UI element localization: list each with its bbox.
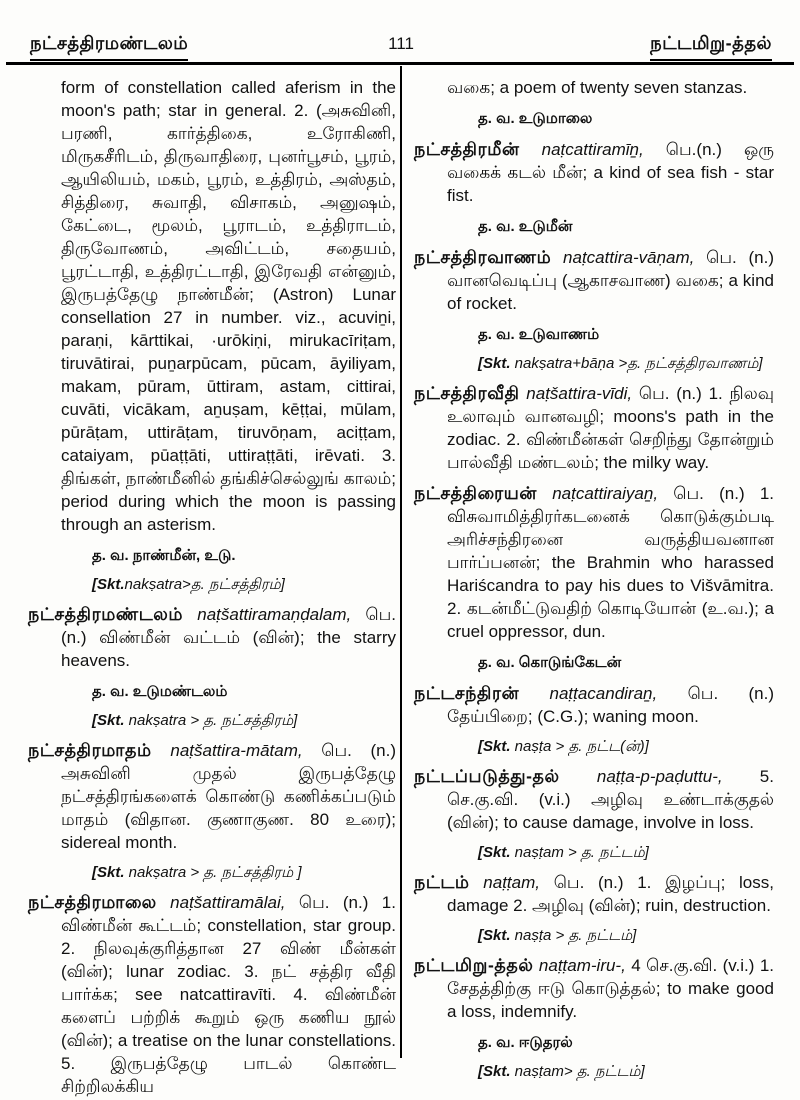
etymology-text: nakṣatra>த. நட்சத்திரம்] [124, 576, 285, 593]
etymology-skt-label: [Skt. [92, 712, 125, 729]
column-left [28, 76, 396, 1100]
entry-body: 4 செ.கு.வி. (v.i.) 1. சேதத்திற்கு ஈடு கொடுத்தல்; to make good a loss, indemnify. [447, 956, 774, 1021]
etymology-line [92, 575, 396, 594]
entry-headword: நட்டசந்திரன் [414, 683, 520, 703]
entry-body: பெ. (n.) 1. நிலவு உலாவும் வானவழி; moons's path in the zodiac. 2. விண்மீன்கள் செறிந்து தோன்றும் பால்வீதி மண்டலம்; the milky way. [447, 384, 774, 472]
etymology-skt-label: [Skt. [478, 1063, 511, 1080]
tamil-equivalent-line [478, 109, 774, 128]
tamil-equivalent-line [478, 217, 774, 236]
tamil-equivalent-line [92, 682, 396, 701]
dictionary-entry [414, 682, 774, 728]
entry-transliteration: naṭcattira-vāṇam, [563, 248, 695, 267]
dictionary-entry [414, 246, 774, 315]
etymology-line [92, 711, 396, 730]
entry-transliteration: naṭṭa-p-paḍuttu-, [596, 767, 723, 786]
header-keyword-right: நட்டமிறு-த்தல் [650, 33, 772, 61]
tamil-equivalent-line [478, 1033, 774, 1052]
column-divider [400, 66, 402, 1058]
tamil-equivalent-text: த. வ. உடுமண்டலம் [92, 683, 228, 700]
etymology-line [478, 1062, 774, 1081]
entry-transliteration: naṭṭam-iru-, [538, 956, 626, 975]
entry-headword: நட்சத்திரமாதம் [28, 740, 152, 760]
entry-transliteration: naṭṭacandiraṉ, [549, 684, 658, 703]
dictionary-entry [414, 954, 774, 1023]
entry-body: பெ. (n.) 1. இழப்பு; loss, damage 2. அழிவு (வின்); ruin, destruction. [447, 873, 774, 915]
entry-body: பெ. (n.) வானவெடிப்பு (ஆகாசவாண) வகை; a kind of rocket. [447, 248, 774, 313]
etymology-line [478, 354, 774, 373]
entry-transliteration: naṭṭam, [483, 873, 540, 892]
entry-body: பெ. (n.) 1. விசுவாமித்திரர்கடனைக் கொடுக்கும்படி அரிச்சந்திரனை வருத்தியவனான பார்ப்பனன்; the Brahmin who harassed Hariścandra to pay his dues to Višvāmitra. 2. கடன்மீட்டுவதிற் கொடியோன் (உ.வ.); a cruel oppressor, dun. [447, 484, 775, 641]
entry-transliteration: naṭšattiramaṇḍalam, [197, 605, 352, 624]
etymology-text: naṣṭa > த. நட்ட(ன்)] [510, 738, 649, 755]
paragraph-text: form of constellation called aferism in the moon's path; star in general. 2. (அசுவினி, பரணி, கார்த்திகை, உரோகிணி, மிருகசீரிடம், திருவாதிரை, புனர்பூசம், பூரம், ஆயிலியம், மகம், பூரம், உத்திரம், அஸ்தம், சித்திரை, சுவாதி, விசாகம், அனுஷம், கேட்டை, மூலம், பூராடம், உத்திராடம், திருவோணம், அவிட்டம், சதையம், பூரட்டாதி, உத்திரட்டாதி, இரேவதி என்னும், இருபத்தேழு நாண்மீன்; (Astron) Lunar consellation 27 in number. viz., acuviṉi, paraṇi, kārttikai, ·urōkiṇi, mirukacīriṭam, tiruvātirai, puṉarpūcam, pūcam, āyiliyam, makam, pūram, ūttiram, astam, cittirai, cuvāti, vicākam, aṉuṣam, kēṭṭai, mūlam, pūrāṭam, uttirāṭam, tiruvōṇam, aciṭṭam, cataiyam, pūaṭṭāti, uttiraṭṭāti, irēvati. 3. திங்கள், நாண்மீனில் தங்கிச்செல்லுங் காலம்; period during which the moon is passing through an asterism. [61, 78, 396, 534]
entry-headword: நட்சத்திரமீன் [414, 139, 520, 159]
dictionary-entry [28, 603, 396, 672]
entry-body: 5. செ.கு.வி. (v.i.) அழிவு உண்டாக்குதல் (வின்); to cause damage, involve in loss. [447, 767, 774, 832]
entry-body: பெ. (n.) விண்மீன் வட்டம் (வின்); the starry heavens. [61, 605, 396, 670]
dictionary-entry [414, 482, 774, 643]
entry-headword: நட்சத்திரையன் [414, 483, 537, 503]
entry-headword: நட்டப்படுத்து-தல் [414, 766, 560, 786]
tamil-equivalent-line [92, 546, 396, 565]
dictionary-entry [414, 382, 774, 474]
header-rule [6, 62, 794, 65]
entry-transliteration: naṭcattiramīṉ, [541, 140, 644, 159]
etymology-skt-label: [Skt. [478, 927, 511, 944]
entry-headword: நட்சத்திரமண்டலம் [28, 604, 184, 624]
tamil-equivalent-text: த. வ. உடுமீன் [478, 218, 573, 235]
etymology-text: nakṣatra > த. நட்சத்திரம்] [124, 712, 298, 729]
entry-body: பெ. (n.) 1. விண்மீன் கூட்டம்; constellation, star group. 2. நிலவுக்குரித்தான 27 விண் மீன்கள் (வின்); lunar zodiac. 3. நட் சத்திர வீதி பார்க்க; see natcattiravīti. 4. விண்மீன் களைப் பற்றிக் கூறும் ஒரு கணிய நூல் (வின்); a treatise on the lunar constellations. 5. இருபத்தேழு பாடல் கொண்ட சிற்றிலக்கிய [61, 893, 396, 1096]
etymology-skt-label: [Skt. [92, 576, 125, 593]
tamil-equivalent-text: த. வ. உடுவாணம் [478, 326, 600, 343]
paragraph-text: வகை; a poem of twenty seven stanzas. [447, 78, 748, 97]
dictionary-entry [414, 765, 774, 834]
tamil-equivalent-text: த. வ. ஈடுதரல் [478, 1034, 573, 1051]
tamil-equivalent-text: த. வ. உடுமாலை [478, 110, 593, 127]
etymology-line [478, 843, 774, 862]
tamil-equivalent-line [478, 653, 774, 672]
header-keyword-left: நட்சத்திரமண்டலம் [30, 33, 188, 61]
entry-headword: நட்சத்திரவீதி [414, 383, 520, 403]
etymology-text: nakṣatra+bāṇa >த. நட்சத்திரவாணம்] [510, 355, 763, 372]
etymology-line [92, 863, 396, 882]
tamil-equivalent-text: த. வ. நாண்மீன், உடு. [92, 547, 236, 564]
entry-body: பெ.(n.) ஒரு வகைக் கடல் மீன்; a kind of sea fish - star fist. [447, 140, 774, 205]
etymology-skt-label: [Skt. [478, 738, 511, 755]
dictionary-entry [414, 138, 774, 207]
entry-transliteration: naṭcattiraiyaṉ, [552, 484, 659, 503]
etymology-text: naṣṭa > த. நட்டம்] [510, 927, 637, 944]
etymology-text: naṣṭam > த. நட்டம்] [510, 844, 649, 861]
dictionary-entry [28, 891, 396, 1098]
etymology-line [478, 926, 774, 945]
tamil-equivalent-line [478, 325, 774, 344]
tamil-equivalent-text: த. வ. கொடுங்கேடன் [478, 654, 622, 671]
etymology-text: nakṣatra > த. நட்சத்திரம் ] [124, 864, 302, 881]
entry-transliteration: naṭšattira-mātam, [170, 741, 303, 760]
etymology-skt-label: [Skt. [92, 864, 125, 881]
entry-transliteration: naṭšattiramālai, [170, 893, 286, 912]
entry-headword: நட்டமிறு-த்தல் [414, 955, 534, 975]
continuation-paragraph [28, 76, 396, 536]
entry-headword: நட்டம் [414, 872, 470, 892]
dictionary-entry [414, 871, 774, 917]
continuation-paragraph [414, 76, 774, 99]
page-header [30, 33, 772, 61]
column-right [414, 76, 774, 1090]
page-number: 111 [388, 34, 414, 53]
etymology-skt-label: [Skt. [478, 355, 511, 372]
entry-body: பெ. (n.) தேய்பிறை; (C.G.); waning moon. [447, 684, 774, 726]
dictionary-entry [28, 739, 396, 854]
entry-body: பெ. (n.) அசுவினி முதல் இருபத்தேழு நட்சத்திரங்களைக் கொண்டு கணிக்கப்படும் மாதம் (விதான. குணாகுண. 80 உரை); sidereal month. [61, 741, 396, 852]
etymology-line [478, 737, 774, 756]
entry-headword: நட்சத்திரவாணம் [414, 247, 552, 267]
etymology-text: naṣṭam> த. நட்டம்] [510, 1063, 645, 1080]
etymology-skt-label: [Skt. [478, 844, 511, 861]
entry-headword: நட்சத்திரமாலை [28, 892, 157, 912]
entry-transliteration: naṭšattira-vīdi, [526, 384, 633, 403]
